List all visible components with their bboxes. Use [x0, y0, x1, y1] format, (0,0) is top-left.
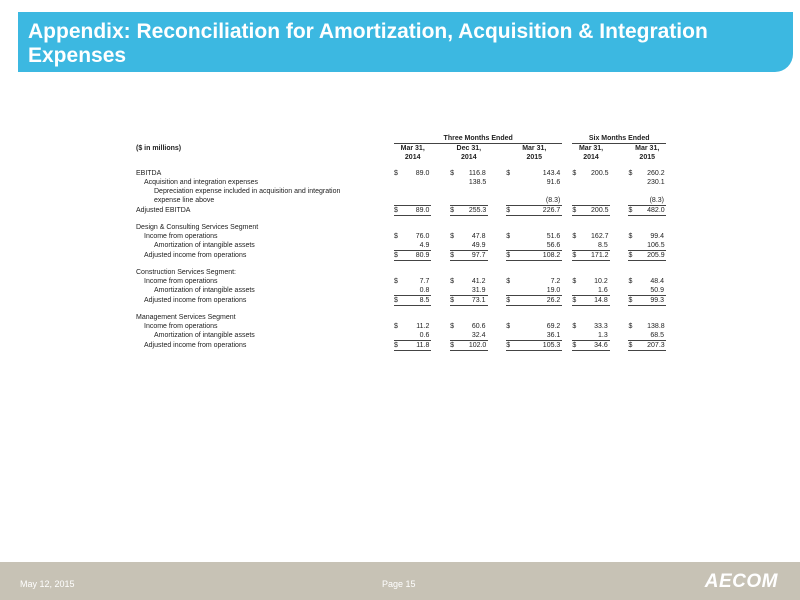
spacer-row — [136, 261, 666, 269]
dollar-sign — [394, 331, 413, 341]
dollar-sign — [506, 178, 525, 187]
dollar-sign — [450, 241, 469, 251]
cell-value: 10.2 — [594, 278, 608, 285]
dollar-sign: $ — [628, 296, 647, 306]
table-row — [136, 196, 666, 206]
dollar-sign — [506, 286, 525, 296]
col-year-4: 2014 — [583, 154, 599, 161]
cell-value: 1.3 — [598, 332, 608, 339]
dollar-sign: $ — [572, 278, 577, 285]
dollar-sign — [572, 268, 591, 277]
table-row — [136, 296, 666, 306]
cell-value: 73.1 — [469, 296, 488, 306]
column-header-row-2 — [136, 153, 666, 162]
title-bar — [18, 12, 793, 72]
cell-value: 108.2 — [525, 251, 562, 261]
cell-value: 51.6 — [546, 233, 561, 240]
dollar-sign: $ — [450, 296, 469, 306]
cell-value: 32.4 — [471, 332, 486, 339]
dollar-sign: $ — [450, 341, 469, 351]
cell-value: 34.6 — [591, 341, 610, 351]
group-six-months: Six Months Ended — [572, 134, 666, 144]
dollar-sign — [394, 268, 413, 277]
dollar-sign — [394, 196, 413, 206]
dollar-sign: $ — [628, 278, 633, 285]
cell-value — [591, 178, 610, 187]
spacer-row — [136, 216, 666, 224]
table-row — [136, 251, 666, 261]
dollar-sign — [450, 196, 469, 206]
cell-value: 7.2 — [550, 278, 561, 285]
cell-value: 91.6 — [546, 179, 561, 186]
dollar-sign — [506, 313, 525, 322]
dollar-sign — [572, 286, 591, 296]
cell-value: 482.0 — [647, 207, 665, 214]
cell-value: 56.6 — [546, 242, 561, 249]
cell-value: 47.8 — [471, 233, 486, 240]
row-label: EBITDA — [136, 170, 162, 177]
footer-date: May 12, 2015 — [20, 579, 75, 589]
cell-value: 50.9 — [650, 287, 664, 294]
cell-value: 230.1 — [647, 179, 665, 186]
cell-value: 200.5 — [591, 207, 609, 214]
dollar-sign — [572, 178, 591, 187]
cell-value — [413, 223, 432, 232]
cell-value — [413, 313, 432, 322]
dollar-sign: $ — [394, 206, 413, 216]
cell-value — [591, 196, 610, 206]
dollar-sign: $ — [450, 323, 455, 330]
row-label: Acquisition and integration expenses — [144, 179, 259, 186]
cell-value: 226.7 — [525, 206, 562, 216]
cell-value: 49.9 — [471, 242, 486, 249]
footer — [0, 562, 800, 600]
cell-value: 97.7 — [469, 251, 488, 261]
data-table — [136, 134, 666, 351]
row-label: Depreciation expense included in acquisition and integration — [154, 188, 341, 195]
cell-value: 200.5 — [591, 170, 609, 177]
col-header-4: Mar 31, — [578, 145, 604, 152]
dollar-sign: $ — [394, 296, 413, 306]
dollar-sign: $ — [628, 233, 633, 240]
dollar-sign — [394, 178, 413, 187]
cell-value — [525, 313, 562, 322]
cell-value — [469, 223, 488, 232]
cell-value — [591, 187, 610, 196]
dollar-sign — [572, 196, 591, 206]
row-label: Amortization of intangible assets — [154, 332, 255, 340]
dollar-sign — [394, 313, 413, 322]
col-year-2: 2014 — [461, 154, 477, 161]
cell-value — [525, 187, 562, 196]
table-row — [136, 286, 666, 296]
cell-value: 0.6 — [419, 332, 430, 339]
dollar-sign — [506, 187, 525, 196]
col-header-2: Dec 31, — [456, 145, 482, 152]
cell-value: 138.5 — [468, 179, 487, 186]
dollar-sign — [628, 286, 647, 296]
column-header-row-1 — [136, 144, 666, 154]
dollar-sign: $ — [394, 341, 413, 351]
cell-value: 205.9 — [647, 252, 665, 259]
col-header-5: Mar 31, — [635, 145, 660, 152]
table-row — [136, 331, 666, 341]
cell-value: 60.6 — [471, 323, 486, 330]
dollar-sign — [450, 331, 469, 341]
cell-value: 36.1 — [546, 332, 561, 339]
dollar-sign: $ — [506, 251, 525, 261]
cell-value: 105.3 — [525, 341, 562, 351]
cell-value — [647, 223, 666, 232]
dollar-sign: $ — [394, 233, 398, 240]
table-row — [136, 277, 666, 286]
dollar-sign — [450, 286, 469, 296]
cell-value — [647, 313, 666, 322]
col-year-5: 2015 — [639, 154, 655, 161]
cell-value — [591, 268, 610, 277]
dollar-sign: $ — [572, 170, 577, 177]
cell-value — [469, 268, 488, 277]
cell-value — [413, 187, 432, 196]
dollar-sign: $ — [628, 251, 647, 261]
cell-value: 7.7 — [419, 278, 430, 285]
page-number: Page 15 — [382, 579, 416, 589]
row-label: Adjusted income from operations — [144, 342, 247, 349]
dollar-sign: $ — [394, 278, 398, 285]
dollar-sign — [506, 223, 525, 232]
dollar-sign: $ — [572, 251, 591, 261]
row-label: Adjusted income from operations — [144, 297, 247, 304]
row-label: Adjusted income from operations — [144, 252, 247, 259]
dollar-sign — [628, 331, 647, 341]
cell-value: 207.3 — [647, 342, 665, 349]
cell-value — [647, 268, 666, 277]
cell-value: 255.3 — [468, 207, 487, 214]
cell-value: 11.2 — [416, 323, 430, 330]
row-label: Management Services Segment — [136, 314, 236, 321]
row-label: Income from operations — [144, 278, 218, 285]
cell-value: 171.2 — [591, 252, 609, 259]
cell-value: 1.6 — [598, 287, 608, 294]
cell-value — [525, 268, 562, 277]
col-year-1: 2014 — [404, 154, 421, 161]
cell-value — [525, 223, 562, 232]
dollar-sign — [572, 223, 591, 232]
dollar-sign — [450, 268, 469, 277]
cell-value: 89.0 — [415, 170, 430, 177]
dollar-sign — [394, 286, 413, 296]
cell-value — [647, 187, 666, 196]
dollar-sign: $ — [394, 170, 398, 177]
row-label: expense line above — [154, 197, 215, 205]
dollar-sign — [628, 187, 647, 196]
cell-value: 41.2 — [471, 278, 486, 285]
cell-value: 69.2 — [546, 323, 561, 330]
cell-value: 68.5 — [650, 332, 664, 339]
dollar-sign — [628, 223, 647, 232]
cell-value — [591, 313, 610, 322]
reconciliation-table — [136, 134, 666, 351]
dollar-sign: $ — [506, 323, 511, 330]
cell-value: (8.3) — [649, 197, 664, 204]
page-title: Appendix: Reconciliation for Amortization, Acquisition & Integration Expenses — [28, 20, 708, 67]
unit-label: ($ in millions) — [136, 144, 182, 152]
cell-value: 138.8 — [647, 323, 665, 330]
row-label: Adjusted EBITDA — [136, 207, 191, 214]
table-row — [136, 169, 666, 178]
dollar-sign — [572, 331, 591, 341]
dollar-sign: $ — [506, 278, 511, 285]
table-row — [136, 178, 666, 187]
dollar-sign: $ — [572, 206, 591, 216]
dollar-sign — [506, 268, 525, 277]
dollar-sign — [394, 241, 413, 251]
row-label: Amortization of intangible assets — [154, 287, 255, 295]
table-row — [136, 341, 666, 351]
cell-value: 4.9 — [419, 242, 430, 249]
cell-value — [413, 178, 432, 187]
cell-value: 80.9 — [413, 251, 432, 261]
dollar-sign — [628, 268, 647, 277]
dollar-sign: $ — [450, 206, 469, 216]
table-row — [136, 313, 666, 322]
dollar-sign: $ — [450, 278, 455, 285]
cell-value — [413, 196, 432, 206]
dollar-sign: $ — [450, 233, 455, 240]
dollar-sign: $ — [450, 170, 455, 177]
dollar-sign: $ — [394, 323, 398, 330]
dollar-sign: $ — [572, 341, 591, 351]
cell-value: 26.2 — [525, 296, 562, 306]
cell-value: 89.0 — [413, 206, 432, 216]
dollar-sign — [628, 313, 647, 322]
cell-value: (8.3) — [545, 197, 561, 204]
dollar-sign — [628, 196, 647, 206]
cell-value: 0.8 — [419, 287, 430, 294]
dollar-sign — [572, 313, 591, 322]
cell-value — [469, 313, 488, 322]
dollar-sign — [450, 223, 469, 232]
cell-value: 48.4 — [650, 278, 664, 285]
dollar-sign: $ — [572, 296, 591, 306]
cell-value — [413, 268, 432, 277]
table-row — [136, 241, 666, 251]
dollar-sign — [506, 331, 525, 341]
cell-value: 33.3 — [594, 323, 608, 330]
dollar-sign — [506, 241, 525, 251]
dollar-sign — [450, 187, 469, 196]
cell-value: 31.9 — [471, 287, 486, 294]
dollar-sign — [572, 187, 591, 196]
dollar-sign — [572, 241, 591, 251]
aecom-logo: AECOM — [704, 571, 778, 592]
dollar-sign: $ — [506, 341, 525, 351]
dollar-sign: $ — [628, 323, 633, 330]
dollar-sign: $ — [572, 323, 577, 330]
cell-value: 14.8 — [591, 296, 610, 306]
row-label: Amortization of intangible assets — [154, 242, 255, 250]
dollar-sign: $ — [506, 206, 525, 216]
table-row — [136, 223, 666, 232]
row-label: Construction Services Segment: — [136, 269, 236, 276]
table-row — [136, 187, 666, 196]
cell-value: 11.8 — [413, 341, 432, 351]
dollar-sign — [450, 313, 469, 322]
group-header-row — [136, 134, 666, 144]
dollar-sign — [628, 178, 647, 187]
cell-value — [469, 187, 488, 196]
cell-value: 76.0 — [415, 233, 430, 240]
group-three-months: Three Months Ended — [394, 134, 562, 144]
cell-value: 8.5 — [413, 296, 432, 306]
cell-value: 116.8 — [468, 170, 486, 177]
cell-value — [591, 223, 610, 232]
cell-value: 143.4 — [542, 170, 561, 177]
dollar-sign: $ — [628, 206, 647, 216]
row-label: Income from operations — [144, 233, 218, 240]
row-label: Design & Consulting Services Segment — [136, 224, 259, 231]
row-label: Income from operations — [144, 323, 218, 330]
cell-value: 8.5 — [598, 242, 608, 249]
col-header-3: Mar 31, — [522, 145, 547, 152]
cell-value: 162.7 — [591, 233, 609, 240]
dollar-sign — [394, 187, 413, 196]
cell-value: 106.5 — [647, 242, 665, 249]
cell-value: 19.0 — [546, 287, 561, 294]
cell-value: 99.3 — [647, 296, 666, 306]
cell-value — [469, 196, 488, 206]
spacer-row — [136, 306, 666, 314]
dollar-sign — [628, 241, 647, 251]
table-row — [136, 232, 666, 241]
col-year-3: 2015 — [526, 154, 543, 161]
dollar-sign: $ — [450, 251, 469, 261]
cell-value: 260.2 — [647, 170, 665, 177]
table-row — [136, 268, 666, 277]
dollar-sign: $ — [628, 170, 633, 177]
dollar-sign — [394, 223, 413, 232]
dollar-sign: $ — [394, 251, 413, 261]
dollar-sign: $ — [506, 233, 511, 240]
cell-value: 99.4 — [650, 233, 664, 240]
dollar-sign: $ — [506, 296, 525, 306]
dollar-sign: $ — [506, 170, 511, 177]
table-row — [136, 206, 666, 216]
dollar-sign — [506, 196, 525, 206]
dollar-sign: $ — [572, 233, 577, 240]
dollar-sign — [450, 178, 469, 187]
table-row — [136, 322, 666, 331]
col-header-1: Mar 31, — [400, 145, 425, 152]
dollar-sign: $ — [628, 341, 647, 351]
cell-value: 102.0 — [468, 342, 487, 349]
